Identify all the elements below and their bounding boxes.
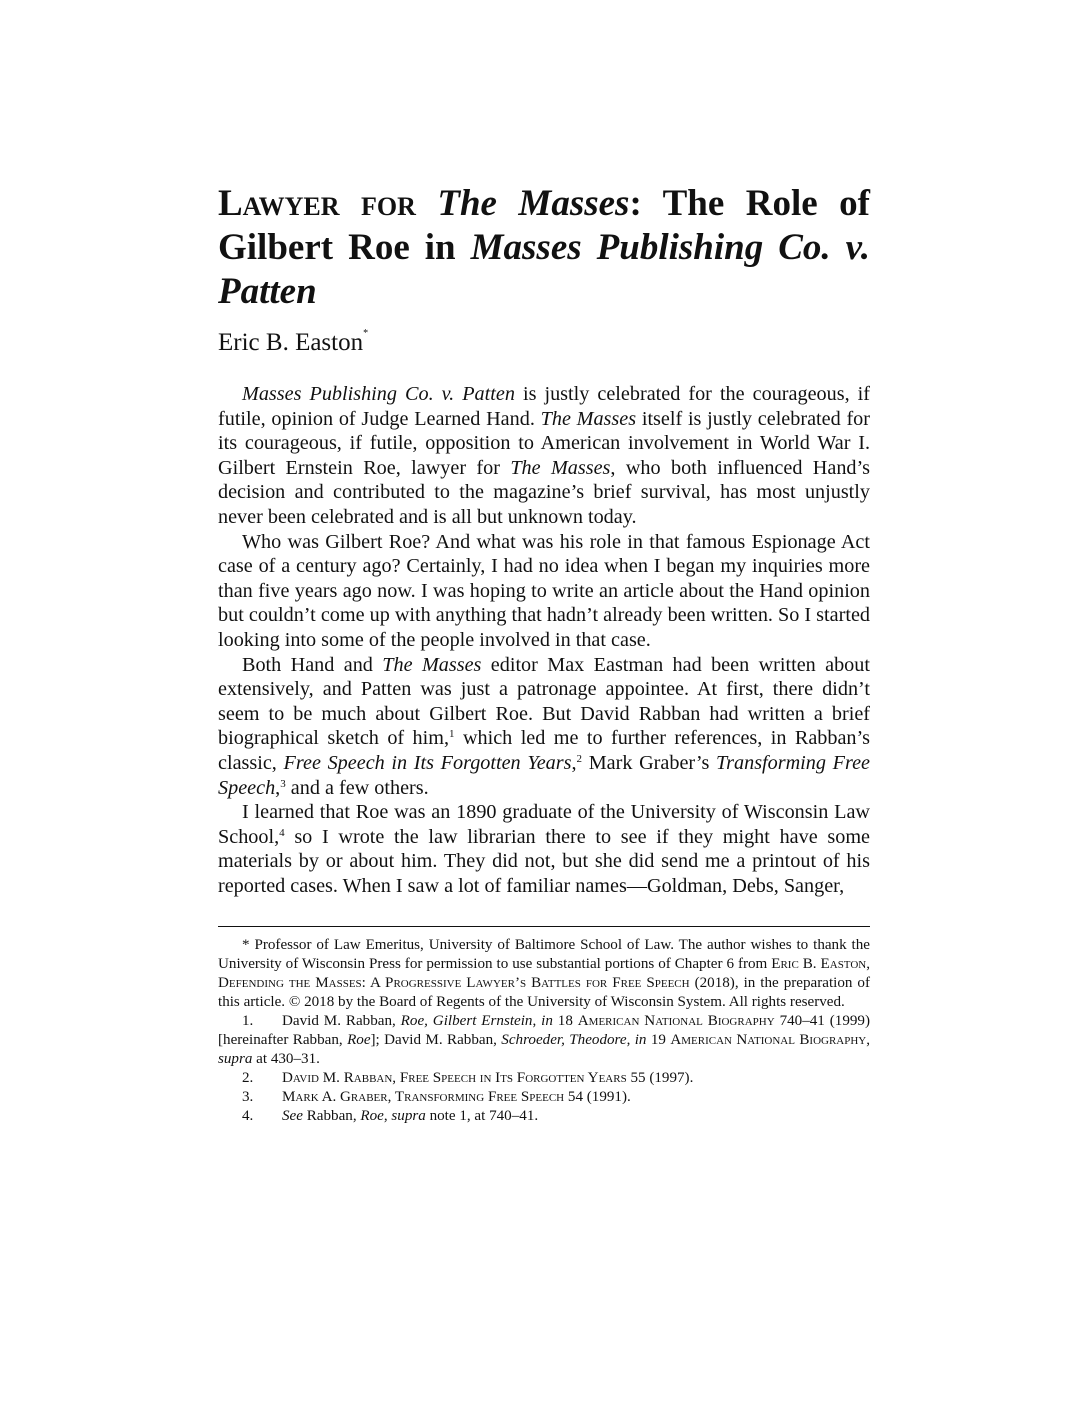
text-run: and a few others.: [285, 776, 429, 799]
entry-title: Schroeder, Theodore: [501, 1032, 627, 1048]
footnote-2: [218, 1069, 870, 1088]
footnote-number: 1.: [242, 1013, 254, 1029]
text-run: ,: [571, 751, 577, 774]
footnote-1: [218, 1012, 870, 1069]
signal-word: in: [541, 1013, 553, 1029]
text-run: ]; David M. Rabban,: [370, 1032, 502, 1048]
entry-title: Roe, Gilbert Ernstein: [400, 1013, 533, 1029]
title-part-1: Lawyer for: [218, 183, 416, 224]
short-form: Roe: [347, 1032, 371, 1048]
signal-word: supra: [218, 1051, 253, 1067]
text-run: Rabban,: [302, 1108, 361, 1124]
text-run: which led me to further references, in Rabban’s classic,: [218, 727, 870, 774]
text-run: 19: [646, 1032, 671, 1048]
footnote-number: 2.: [242, 1070, 254, 1086]
footnote-3: [218, 1088, 870, 1107]
text-run: 740–41 (1999) [hereinafter Rabban,: [218, 1013, 870, 1048]
text-run: ,: [866, 1032, 871, 1048]
title-part-3: : The Role of Gilbert Roe in: [218, 183, 870, 268]
signal-word: in: [634, 1032, 647, 1048]
text-run: 18: [552, 1013, 578, 1029]
text-run: at 430–31.: [252, 1051, 320, 1067]
book-citation: David M. Rabban, Free Speech in Its Forgotten Years: [282, 1070, 627, 1086]
text-run: itself is justly celebrated for its courageous, if futile, opposition to American involvement in World War I. Gilbert Ernstein Roe, lawyer for: [218, 407, 870, 479]
text-run: , who both influenced Hand’s decision and contributed to the magazine’s brief survival, has most unjustly never been celebrated and is all but unknown today.: [218, 456, 870, 528]
publication-name: The Masses: [540, 407, 637, 430]
footnote-ref-1[interactable]: 1: [449, 728, 455, 741]
book-title: Transforming Free Speech: [218, 751, 871, 799]
signal-word: supra: [391, 1108, 426, 1124]
footnotes: [218, 936, 870, 1126]
footnote-4: [218, 1107, 870, 1126]
text-run: 55 (1997).: [626, 1070, 694, 1086]
publication-name: The Masses: [510, 456, 611, 479]
body-paragraph-3: [218, 653, 870, 801]
text-run: is justly celebrated for the courageous, if futile, opinion of Judge Learned Hand.: [218, 383, 871, 430]
text-run: ,: [383, 1108, 392, 1124]
book-citation: Eric B. Easton, Defending the Masses: A Progressive Lawyer’s Battles for Free Speech: [218, 956, 870, 991]
footnote-ref-3[interactable]: 3: [280, 777, 286, 790]
book-title: Free Speech in Its Forgotten Years: [283, 751, 572, 774]
body-paragraph-4: [218, 800, 870, 898]
article-body: [218, 382, 870, 898]
body-paragraph-2: Who was Gilbert Roe? And what was his role in that famous Espionage Act case of a century ago? Certainly, I had no idea when I began my inquiries more than five years ago now. I was hoping to write an article about the Hand opinion but couldn’t come up with anything that hadn’t already been written. So I started looking into some of the people involved in that case.: [218, 530, 870, 651]
text-run: ,: [626, 1032, 635, 1048]
footnote-number: 4.: [242, 1108, 254, 1124]
footnote-star: [218, 936, 870, 1012]
text-run: ,: [275, 776, 281, 799]
source-name: American National Biography: [670, 1032, 867, 1048]
signal-word: See: [282, 1108, 303, 1124]
book-citation: Mark A. Graber, Transforming Free Speech: [282, 1089, 565, 1105]
text-run: note 1, at 740–41.: [425, 1108, 539, 1124]
body-paragraph-1: [218, 382, 870, 530]
footnote-number: 3.: [242, 1089, 254, 1105]
publication-name: The Masses: [382, 653, 482, 676]
text-run: I learned that Roe was an 1890 graduate of the University of Wisconsin Law School,: [218, 801, 870, 848]
text-run: David M. Rabban,: [282, 1013, 401, 1029]
footnote-ref-4[interactable]: 4: [279, 826, 285, 839]
text-run: * Professor of Law Emeritus, University of Baltimore School of Law. The author wishes to thank the University of Wisconsin Press for permission to use substantial portions of Chapter 6 from: [218, 937, 870, 972]
text-run: Both Hand and: [242, 653, 383, 676]
source-name: American National Biography: [577, 1013, 775, 1029]
article-title: [218, 182, 870, 314]
short-form: Roe: [360, 1108, 384, 1124]
footnote-ref-2[interactable]: 2: [576, 752, 583, 765]
author-footnote-marker[interactable]: *: [363, 328, 369, 339]
case-name: Masses Publishing Co. v. Patten: [242, 383, 515, 405]
text-run: Mark Graber’s: [582, 751, 717, 774]
text-run: editor Max Eastman had been written about extensively, and Patten was just a patronage appointee. At first, there didn’t seem to be much about Gilbert Roe. But David Rabban had written a brief biographical sketch of him,: [218, 653, 870, 750]
author-byline: [218, 318, 368, 359]
footnote-divider: [218, 926, 870, 927]
text-run: (2018), in the preparation of this article. © 2018 by the Board of Regents of the University of Wisconsin System. All rights reserved.: [218, 975, 870, 1010]
text-run: 54 (1991).: [564, 1089, 631, 1105]
text-run: ,: [532, 1013, 542, 1029]
title-part-2: The Masses: [437, 183, 630, 224]
title-part-4: Masses Publishing Co. v. Patten: [218, 227, 870, 312]
author-name: Eric B. Easton: [218, 329, 364, 356]
text-run: so I wrote the law librarian there to see if they might have some materials by or about him. They did not, but she did send me a printout of his reported cases. When I saw a lot of familiar names—Goldman, Debs, Sanger,: [218, 825, 870, 897]
